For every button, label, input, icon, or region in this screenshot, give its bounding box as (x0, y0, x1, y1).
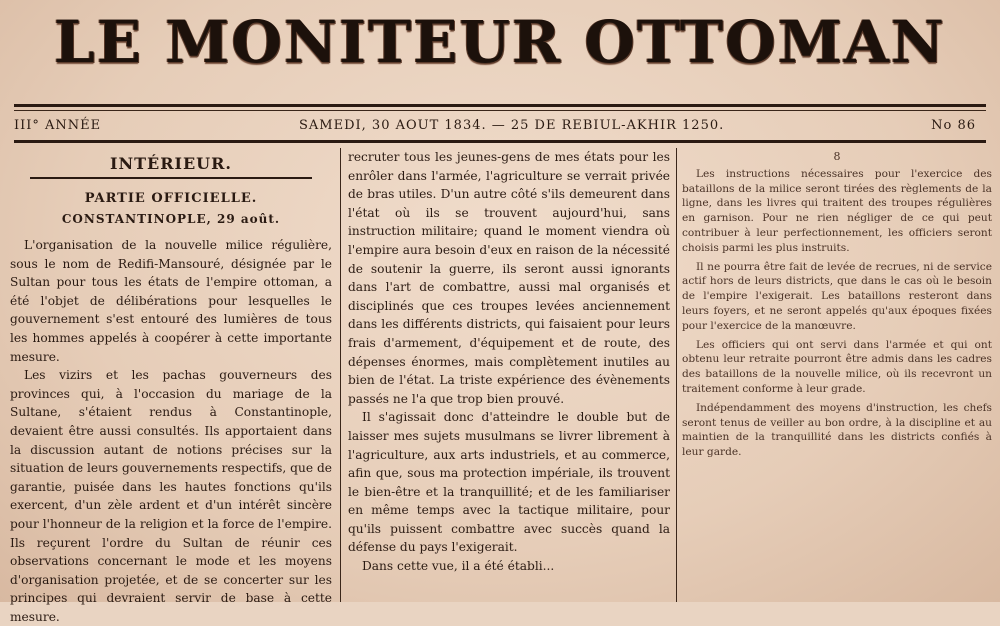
paragraph: L'organisation de la nouvelle milice régulière, sous le nom de Redifi-Mansouré, désignée par le Sultan pour tous les états de l'empire ottoman, a été l'objet de délibérations pour lesquelles le gouvernement s'est entouré des lumières de tous les hommes appelés à coopérer à cette importante mesure. (10, 238, 332, 364)
column-2 (348, 148, 670, 602)
paragraph: Dans cette vue, il a été établi... (362, 559, 555, 574)
issue-date: SAMEDI, 30 AOUT 1834. — 25 DE REBIUL-AKHIR 1250. (299, 118, 725, 133)
article-body-1 (10, 236, 332, 626)
column-1 (10, 148, 332, 624)
paragraph: Les vizirs et les pachas gouverneurs des provinces qui, à l'occasion du mariage de la Sultane, s'étaient rendus à Constantinople, devaient être aussi consultés. Ils apportaient dans la discussion autant de notions précises sur la situation de leurs gouvernements respectifs, que de garantie, puisée dans les hautes fonctions qu'ils exercent, d'un zèle ardent et d'un intérêt sincère pour l'honneur de la religion et la force de l'empire. Ils reçurent l'ordre du Sultan de réunir ces observations concernant le mode et les moyens d'organisation projetée, et de se concerter sur les principes qui devraient servir de base à cette mesure. (10, 368, 332, 624)
paragraph: recruter tous les jeunes-gens de mes états pour les enrôler dans l'armée, l'agriculture se verrait privée de bras utiles. D'un autre côté s'ils demeurent dans l'état où ils se trouvent aujourd'hui, sans instruction militaire; quand le moment viendra où l'empire aura besoin d'eux en raison de la nécessité de soutenir la guerre, ils seront aussi ignorants dans l'art de combattre, aussi mal organisés et disciplinés que ces troupes levées anciennement dans les différents districts, qui faisaient pour leurs frais d'armement, d'équipement et de route, des dépenses énormes, mais complètement inutiles au bien de l'état. La triste expérience des évènements passés ne l'a que trop bien prouvé. (348, 150, 670, 406)
dateline-rule (14, 140, 986, 143)
column-divider-2 (676, 148, 677, 602)
dateline (14, 116, 986, 138)
section-rule (30, 177, 312, 179)
issue-number: No 86 (931, 118, 976, 133)
article-body-3 (682, 150, 992, 460)
paragraph: Les instructions nécessaires pour l'exercice des bataillons de la milice seront tirées des règlements de la ligne, dans les livres qui traitent des troupes régulières en garnison. Pour ne rien négliger de ce qui peut contribuer à leur perfectionnement, les officiers seront choisis parmi les plus instruits. (682, 167, 992, 254)
masthead-rule-thin (14, 110, 986, 111)
paragraph: Il ne pourra être fait de levée de recrues, ni de service actif hors de leurs districts, que dans le cas où le besoin de l'empire l'exigerait. Les bataillons resteront dans leurs foyers, et ne seront appelés qu'aux époques fixées pour l'exercice de la manœuvre. (682, 260, 992, 332)
section-heading: INTÉRIEUR. (109, 154, 232, 173)
paragraph-marker: 8 (833, 150, 841, 163)
dateline-place: CONSTANTINOPLE, 29 août. (61, 212, 281, 226)
volume-year: III° ANNÉE (14, 118, 102, 133)
column-3 (682, 148, 992, 602)
column-divider-1 (340, 148, 341, 602)
masthead-title: LE MONITEUR OTTOMAN (54, 8, 946, 76)
subsection-heading: PARTIE OFFICIELLE. (84, 191, 258, 206)
paragraph: Indépendamment des moyens d'instruction, les chefs seront tenus de veiller au bon ordre, à la discipline et au maintien de la tranquillité dans les districts confiés à leur garde. (682, 401, 992, 459)
article-body-2 (348, 148, 670, 576)
paragraph: Les officiers qui ont servi dans l'armée et qui ont obtenu leur retraite pourront être admis dans les cadres des bataillons de la nouvelle milice, où ils recevront un traitement conforme à leur grade. (682, 338, 992, 395)
masthead-rule-top (14, 104, 986, 107)
paragraph: Il s'agissait donc d'atteindre le double but de laisser mes sujets musulmans se livrer librement à l'agriculture, aux arts industriels, et au commerce, afin que, sous ma protection impériale, ils trouvent le bien-être et la tranquillité; et de les familiariser en même temps avec la tactique militaire, pour qu'ils puissent combattre avec succès quand la défense du pays l'exigerait. (348, 410, 670, 555)
